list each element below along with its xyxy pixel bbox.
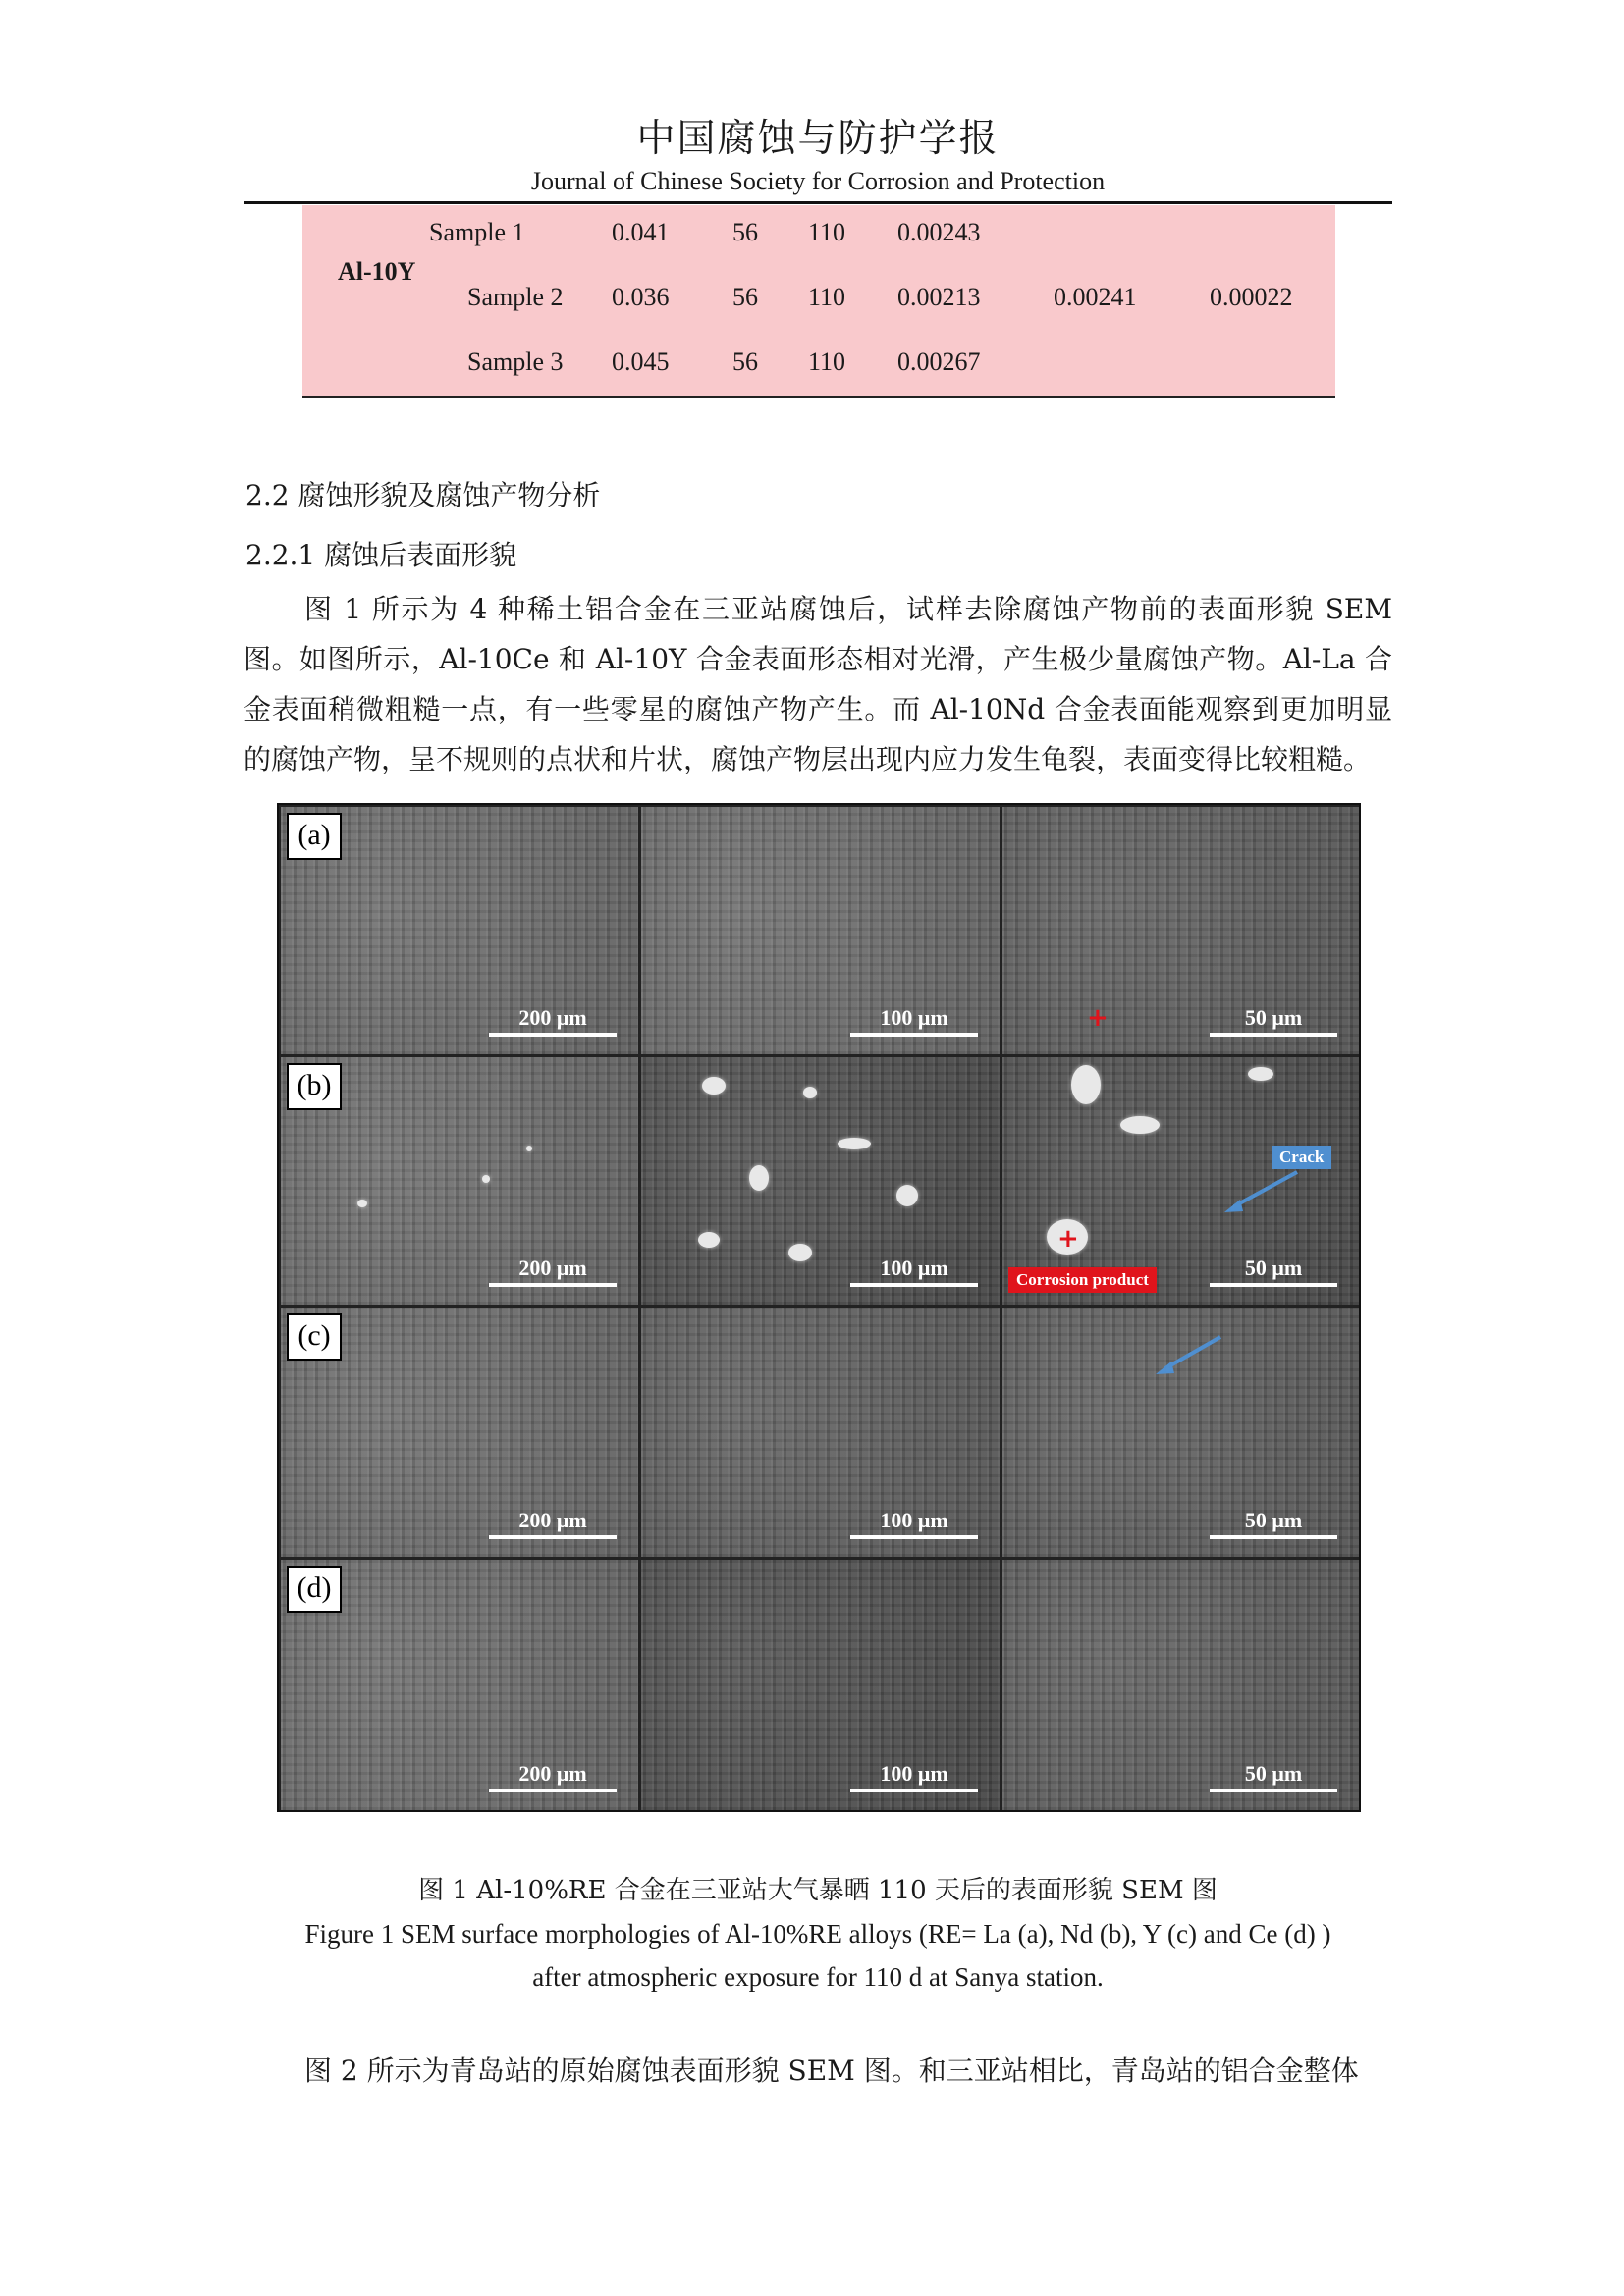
figure-caption bbox=[244, 1869, 1392, 1999]
sem-image-d-100 bbox=[641, 1560, 1000, 1810]
crack-label: Crack bbox=[1272, 1146, 1331, 1169]
table-cell-mass: 0.036 bbox=[612, 283, 670, 311]
scale-bar bbox=[1210, 1509, 1337, 1539]
scale-bar-line bbox=[850, 1535, 978, 1539]
scale-bar bbox=[489, 1509, 617, 1539]
body-paragraph bbox=[244, 2046, 1392, 2096]
paragraph-text: 图 2 所示为青岛站的原始腐蚀表面形貌 SEM 图。和三亚站相比，青岛站的铝合金整体 bbox=[304, 2055, 1359, 2087]
scale-bar bbox=[850, 1256, 978, 1287]
table-cell-sample: Sample 1 bbox=[429, 218, 525, 246]
sem-image-a-50 bbox=[1002, 807, 1359, 1054]
scale-bar-line bbox=[489, 1033, 617, 1037]
scale-bar-text: 100 μm bbox=[880, 1508, 948, 1532]
sem-image-b-100 bbox=[641, 1057, 1000, 1305]
journal-header bbox=[244, 116, 1392, 198]
scale-bar-line bbox=[489, 1789, 617, 1792]
table-cell-mass: 0.045 bbox=[612, 347, 670, 376]
table-cell-area: 56 bbox=[732, 347, 758, 376]
corrosion-spot bbox=[749, 1165, 769, 1191]
corrosion-spot bbox=[803, 1087, 817, 1098]
sem-image-a-200 bbox=[281, 807, 638, 1054]
scale-bar-text: 200 μm bbox=[518, 1761, 587, 1786]
table-cell-days: 110 bbox=[808, 347, 846, 376]
header-rule bbox=[244, 201, 1392, 204]
table-cell-days: 110 bbox=[808, 283, 846, 311]
scale-bar-text: 200 μm bbox=[518, 1508, 587, 1532]
corrosion-rate-table bbox=[302, 205, 1335, 398]
table-cell-days: 110 bbox=[808, 218, 846, 246]
corrosion-spot bbox=[1120, 1116, 1160, 1134]
section-heading-2-2: 2.2 腐蚀形貌及腐蚀产物分析 bbox=[245, 479, 601, 511]
scale-bar bbox=[850, 1509, 978, 1539]
scale-bar bbox=[1210, 1762, 1337, 1792]
scale-bar-text: 100 μm bbox=[880, 1761, 948, 1786]
crack-arrow-icon bbox=[1218, 1167, 1307, 1216]
table-cell-rate: 0.00213 bbox=[897, 283, 981, 311]
corrosion-spot bbox=[526, 1146, 532, 1151]
sem-image-b-200 bbox=[281, 1057, 638, 1305]
table-cell-mean: 0.00241 bbox=[1054, 283, 1137, 311]
scale-bar-text: 50 μm bbox=[1244, 1005, 1303, 1030]
table-cell-area: 56 bbox=[732, 283, 758, 311]
scale-bar-line bbox=[1210, 1033, 1337, 1037]
section-heading-2-2-1: 2.2.1 腐蚀后表面形貌 bbox=[245, 539, 517, 571]
scale-bar-line bbox=[850, 1283, 978, 1287]
table-cell-rate: 0.00243 bbox=[897, 218, 981, 246]
caption-en-line1: Figure 1 SEM surface morphologies of Al-10%RE alloys (RE= La (a), Nd (b), Y (c) and Ce (d) ) bbox=[304, 1919, 1331, 1949]
crack-arrow-icon bbox=[1150, 1331, 1228, 1380]
journal-title-cn: 中国腐蚀与防护学报 bbox=[636, 117, 1000, 161]
caption-cn: 图 1 Al-10%RE 合金在三亚站大气暴晒 110 天后的表面形貌 SEM 图 bbox=[418, 1876, 1218, 1905]
corrosion-spot bbox=[1248, 1067, 1273, 1081]
table-cell-sample: Sample 3 bbox=[467, 347, 564, 376]
scale-bar-text: 50 μm bbox=[1244, 1255, 1303, 1280]
scale-bar-line bbox=[1210, 1283, 1337, 1287]
corrosion-spot bbox=[698, 1232, 720, 1248]
sem-image-c-50 bbox=[1002, 1308, 1359, 1557]
table-cell-sample: Sample 2 bbox=[467, 283, 564, 311]
scale-bar bbox=[489, 1006, 617, 1037]
table-cell-area: 56 bbox=[732, 218, 758, 246]
scale-bar-line bbox=[850, 1033, 978, 1037]
scale-bar bbox=[489, 1256, 617, 1287]
corrosion-spot bbox=[482, 1175, 490, 1183]
table-cell-std: 0.00022 bbox=[1210, 283, 1293, 311]
scale-bar-text: 50 μm bbox=[1244, 1508, 1303, 1532]
panel-label: (d) bbox=[287, 1566, 342, 1613]
paragraph-text: 图 1 所示为 4 种稀土铝合金在三亚站腐蚀后，试样去除腐蚀产物前的表面形貌 SEM 图。如图所示，Al-10Ce 和 Al-10Y 合金表面形态相对光滑，产生极少量腐蚀产物。Al-La 合金表面稍微粗糙一点，有一些零星的腐蚀产物产生。而 Al-10Nd 合金表面能观察到更加明显的腐蚀产物，呈不规则的点状和片状，腐蚀产物层出现内应力发生龟裂，表面变得比较粗糙。 bbox=[244, 593, 1392, 775]
scale-bar bbox=[489, 1762, 617, 1792]
analysis-point-marker: + bbox=[1057, 1224, 1079, 1254]
scale-bar-line bbox=[489, 1535, 617, 1539]
corrosion-spot bbox=[1071, 1065, 1101, 1104]
scale-bar-line bbox=[1210, 1789, 1337, 1792]
scale-bar-text: 100 μm bbox=[880, 1255, 948, 1280]
scale-bar bbox=[1210, 1006, 1337, 1037]
body-paragraph bbox=[244, 584, 1392, 784]
caption-en-line2: after atmospheric exposure for 110 d at Sanya station. bbox=[532, 1962, 1104, 1992]
scale-bar-text: 200 μm bbox=[518, 1005, 587, 1030]
table-cell-mass: 0.041 bbox=[612, 218, 670, 246]
corrosion-spot bbox=[702, 1077, 726, 1095]
analysis-point-marker: + bbox=[1087, 1003, 1109, 1033]
corrosion-spot bbox=[838, 1138, 871, 1149]
scale-bar bbox=[850, 1762, 978, 1792]
scale-bar-line bbox=[850, 1789, 978, 1792]
sem-figure-grid bbox=[277, 803, 1361, 1812]
corrosion-spot bbox=[896, 1185, 918, 1206]
scale-bar bbox=[850, 1006, 978, 1037]
sem-image-c-200 bbox=[281, 1308, 638, 1557]
table-cell-rate: 0.00267 bbox=[897, 347, 981, 376]
panel-label: (c) bbox=[287, 1313, 342, 1361]
scale-bar-text: 100 μm bbox=[880, 1005, 948, 1030]
alloy-cell: Al-10Y bbox=[338, 257, 416, 286]
scale-bar-line bbox=[1210, 1535, 1337, 1539]
corrosion-spot bbox=[788, 1244, 812, 1261]
journal-title-en: Journal of Chinese Society for Corrosion and Protection bbox=[530, 167, 1106, 195]
panel-label: (a) bbox=[287, 813, 342, 860]
corrosion-spot bbox=[357, 1200, 367, 1207]
sem-image-d-50 bbox=[1002, 1560, 1359, 1810]
sem-image-a-100 bbox=[641, 807, 1000, 1054]
scale-bar-line bbox=[489, 1283, 617, 1287]
scale-bar-text: 200 μm bbox=[518, 1255, 587, 1280]
sem-image-c-100 bbox=[641, 1308, 1000, 1557]
sem-image-d-200 bbox=[281, 1560, 638, 1810]
panel-label: (b) bbox=[287, 1063, 342, 1110]
corrosion-product-label: Corrosion product bbox=[1008, 1267, 1157, 1293]
scale-bar bbox=[1210, 1256, 1337, 1287]
scale-bar-text: 50 μm bbox=[1244, 1761, 1303, 1786]
sem-image-b-50 bbox=[1002, 1057, 1359, 1305]
